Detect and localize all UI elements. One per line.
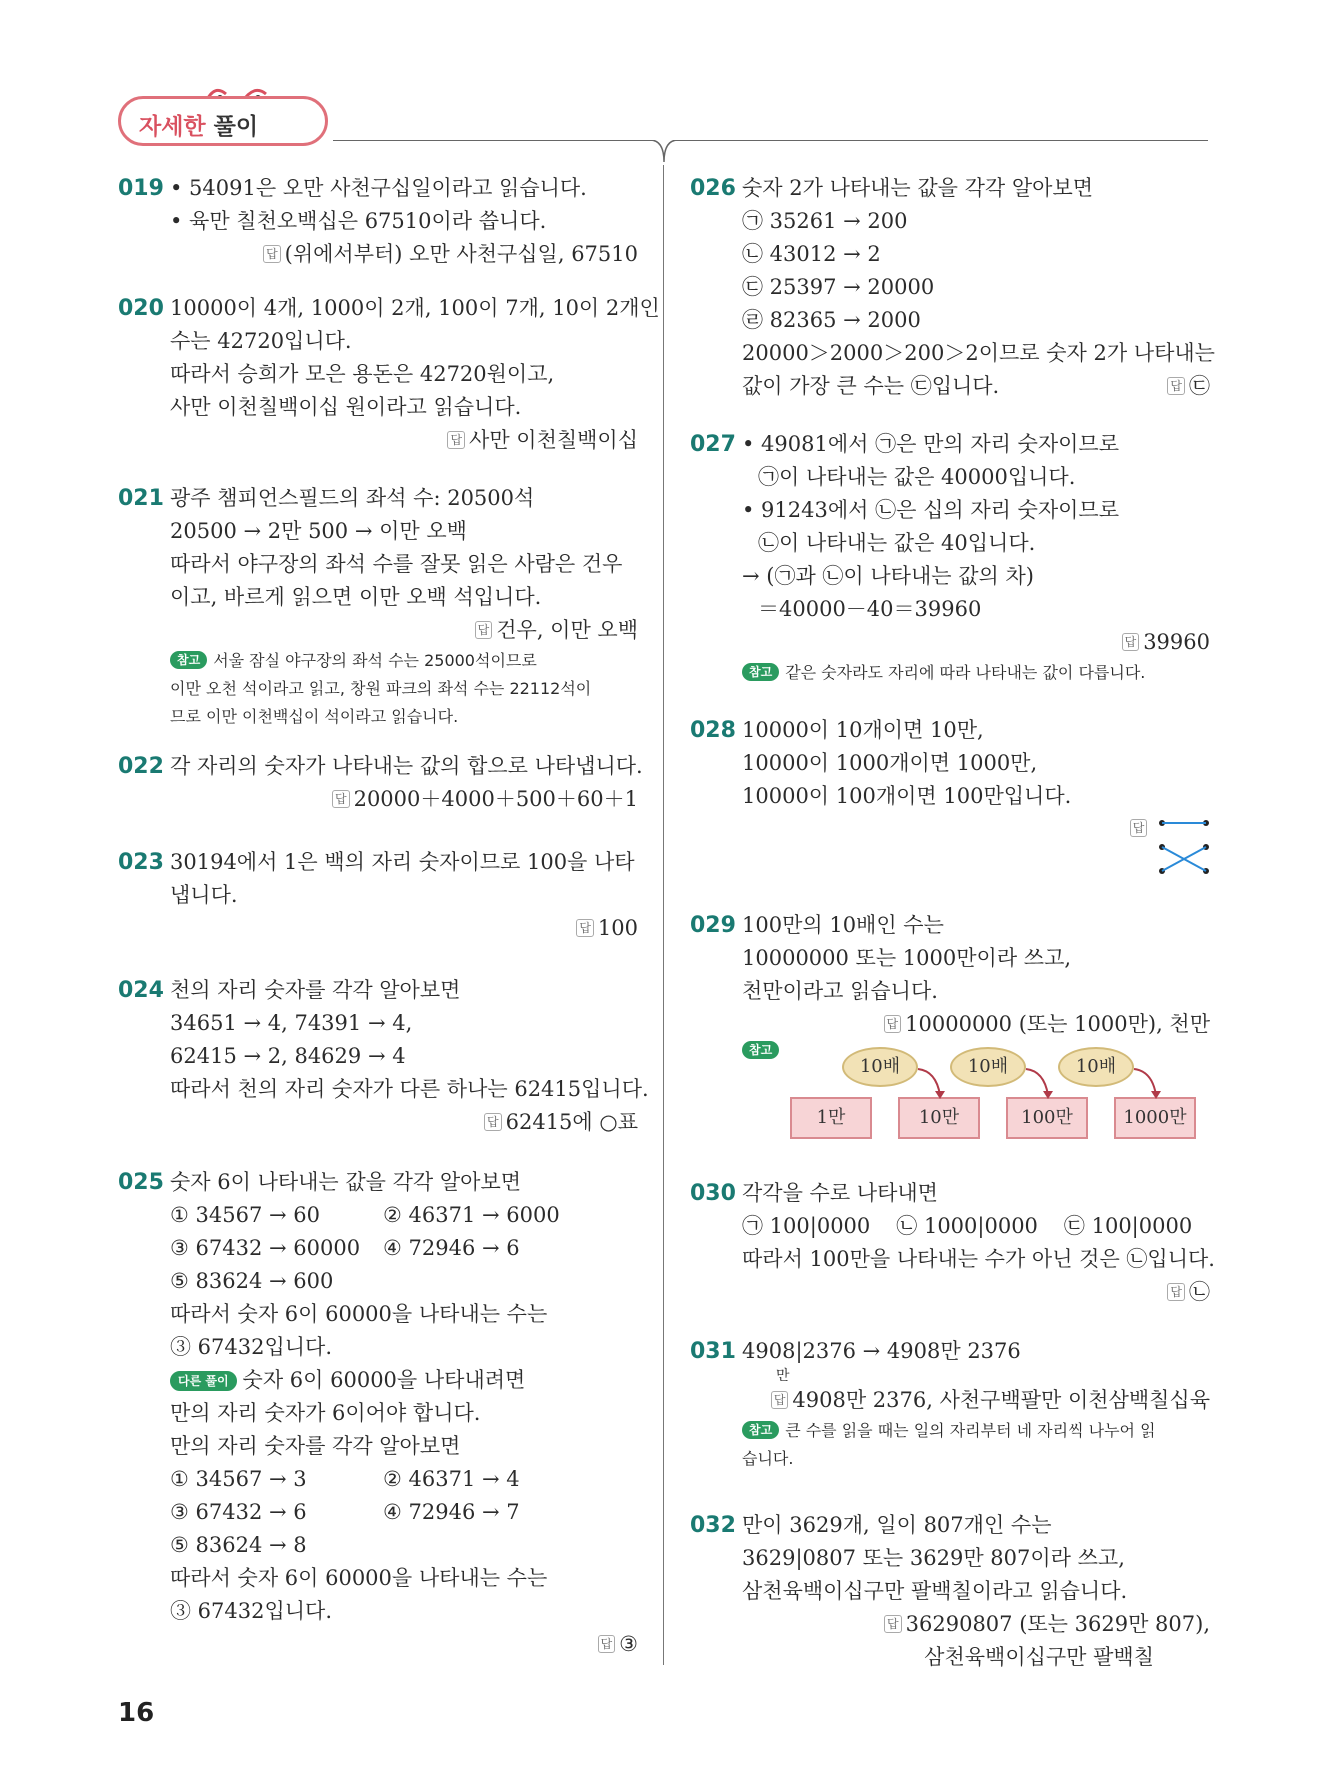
section-header [118, 82, 1208, 152]
solution-line: 숫자 2가 나타내는 값을 각각 알아보면 [742, 176, 1094, 200]
reference-note: 참고 큰 수를 읽을 때는 일의 자리부터 네 자리씩 나누어 읽 습니다. [742, 1421, 1156, 1468]
solution-line: 62415 → 2, 84629 → 4 [170, 1044, 406, 1068]
solution-line: • 54091은 오만 사천구십일이라고 읽습니다. [170, 176, 587, 200]
arrows-icon [690, 1041, 1210, 1151]
choice-row: ⑤ 83624 → 600 [170, 1269, 334, 1293]
reference-note: 참고 같은 숫자라도 자리에 따라 나타내는 값이 다릅니다. [742, 659, 1210, 687]
right-column [690, 172, 1215, 1674]
answer: 답 ㉢ [1167, 370, 1210, 403]
solution-line: 따라서 천의 자리 숫자가 다른 하나는 62415입니다. [170, 1077, 649, 1101]
solution-line: 각 자리의 숫자가 나타내는 값의 합으로 나타냅니다. [170, 754, 643, 778]
choice-row: ① 34567 → 60 ② 46371 → 6000 [170, 1203, 560, 1227]
place-box: 100만 [1006, 1097, 1088, 1139]
solution-line: 10000이 4개, 1000이 2개, 100이 7개, 10이 2개인 [170, 296, 660, 320]
matching-lines-icon [1158, 819, 1210, 877]
solution-line: 따라서 승희가 모은 용돈은 42720원이고, [170, 362, 555, 386]
problem-number: 020 [118, 296, 164, 321]
solution-line: 따라서 숫자 6이 60000을 나타내는 수는 [170, 1302, 548, 1326]
times-ten-label: 10배 [1058, 1047, 1134, 1087]
header-title: 자세한 풀이 [139, 114, 259, 140]
answer: 답 사만 이천칠백이십 [170, 424, 638, 457]
problem-number: 027 [690, 432, 736, 457]
answer: 답 [742, 819, 1210, 877]
answer: 답 (위에서부터) 오만 사천구십일, 67510 [170, 238, 638, 271]
answer: 답 4908만 2376, 사천구백팔만 이천삼백칠십육 [742, 1384, 1210, 1417]
header-notch [650, 140, 678, 162]
problem-number: 024 [118, 978, 164, 1003]
problem-number: 028 [690, 718, 736, 743]
solution-line: 수는 42720입니다. [170, 329, 352, 353]
times-ten-label: 10배 [950, 1047, 1026, 1087]
problem-027: 027 • 49081에서 ㉠은 만의 자리 숫자이므로 ㉠이 나타내는 값은 40000입니다. • 91243에서 ㉡은 십의 자리 숫자이므로 ㉡이 나타내는 값은 40입니다. → (㉠과 ㉡이 나타내는 값의 차) ＝40000－40＝39960 답 39960 참고 같은 숫자라도 자리에 따라 나타내는 값이 다릅니다. [690, 428, 1210, 714]
reference-note: 참고 서울 잠실 야구장의 좌석 수는 25000석이므로 이만 오천 석이라고 읽고, 창원 파크의 좌석 수는 22112석이 므로 이만 이천백십이 석이라고 읽습니다. [170, 651, 592, 726]
problem-number: 032 [690, 1513, 736, 1538]
problem-number: 022 [118, 754, 164, 779]
answer: 답 10000000 (또는 1000만), 천만 [742, 1008, 1210, 1041]
problem-number: 025 [118, 1170, 164, 1195]
problem-031: 031 4908|2376 → 4908만 2376 만 답 4908만 2376, 사천구백팔만 이천삼백칠십육 참고 큰 수를 읽을 때는 일의 자리부터 네 자리씩 나누어 읽 습니다. [690, 1335, 1210, 1509]
solution-line: 20000＞2000＞200＞2이므로 숫자 2가 나타내는 [742, 341, 1215, 365]
problem-023 [118, 846, 638, 974]
other-solution: 다른 풀이 숫자 6이 60000을 나타내려면 [170, 1364, 638, 1397]
answer: 답 62415에 ○표 [170, 1106, 638, 1139]
solution-line: • 육만 칠천오백십은 67510이라 씁니다. [170, 209, 547, 233]
solution-line: 천의 자리 숫자를 각각 알아보면 [170, 978, 461, 1002]
place-box: 10만 [898, 1097, 980, 1139]
problem-number: 023 [118, 850, 164, 875]
times-ten-label: 10배 [842, 1047, 918, 1087]
solution-line: 광주 챔피언스필드의 좌석 수: 20500석 [170, 486, 535, 510]
page-number: 16 [118, 1698, 155, 1728]
solution-line: 30194에서 1은 백의 자리 숫자이므로 100을 나타 [170, 850, 635, 874]
solution-line: 사만 이천칠백이십 원이라고 읽습니다. [170, 395, 522, 419]
answer-label: 답 [263, 245, 281, 263]
problem-029: 029 100만의 10배인 수는 10000000 또는 1000만이라 쓰고, 천만이라고 읽습니다. 답 10000000 (또는 1000만), 천만 참고 1만 10만 100만 1000만 10배 10배 10배 [690, 909, 1210, 1177]
solution-line: ③ 67432입니다. [170, 1335, 333, 1359]
problem-021 [118, 482, 638, 750]
problem-number: 031 [690, 1339, 736, 1364]
problem-019 [118, 172, 638, 284]
other-solution-tag: 다른 풀이 [170, 1371, 237, 1391]
answer: 답 ③ [170, 1628, 638, 1661]
answer: 답 20000＋4000＋500＋60＋1 [170, 783, 638, 816]
problem-number: 019 [118, 176, 164, 201]
problem-number: 026 [690, 176, 736, 201]
solution-line: 따라서 숫자 6이 60000을 나타내는 수는 [170, 1566, 548, 1590]
problem-024 [118, 974, 649, 1166]
problem-022 [118, 750, 643, 846]
problem-030: 030 각각을 수로 나타내면 ㉠ 100|0000 ㉡ 1000|0000 ㉢ 100|0000 따라서 100만을 나타내는 수가 아닌 것은 ㉡입니다. 답 ㉡ [690, 1177, 1210, 1335]
problem-032: 032 만이 3629개, 일이 807개인 수는 3629|0807 또는 3629만 807이라 쓰고, 삼천육백이십구만 팔백칠이라고 읽습니다. 답 36290807 (또는 3629만 807), 삼천육백이십구만 팔백칠 [690, 1509, 1210, 1674]
left-column [118, 172, 660, 1661]
problem-number: 021 [118, 486, 164, 511]
solution-line: 이고, 바르게 읽으면 이만 오백 석입니다. [170, 585, 542, 609]
tenfold-diagram [690, 1041, 1210, 1151]
solution-line: 20500 → 2만 500 → 이만 오백 [170, 519, 467, 543]
solution-line: 숫자 6이 나타내는 값을 각각 알아보면 [170, 1170, 522, 1194]
choice-row: ⑤ 83624 → 8 [170, 1533, 307, 1557]
note-tag: 참고 [170, 651, 207, 669]
answer: 답 ㉡ [742, 1276, 1210, 1309]
answer: 답 100 [170, 912, 638, 945]
header-rule [333, 140, 1208, 141]
problem-number: 030 [690, 1181, 736, 1206]
note-tag: 참고 [742, 1041, 779, 1059]
problem-028: 028 10000이 10개이면 10만, 10000이 1000개이면 1000만, 10000이 100개이면 100만입니다. 답 [690, 714, 1210, 909]
solution-line: 34651 → 4, 74391 → 4, [170, 1011, 413, 1035]
choice-row: ① 34567 → 3 ② 46371 → 4 [170, 1467, 520, 1491]
header-pill [118, 96, 328, 146]
answer: 답 건우, 이만 오백 [170, 614, 638, 647]
choice-row: ③ 67432 → 60000 ④ 72946 → 6 [170, 1236, 520, 1260]
place-box: 1만 [790, 1097, 872, 1139]
choice-row: ③ 67432 → 6 ④ 72946 → 7 [170, 1500, 520, 1524]
problem-025: 025 숫자 6이 나타내는 값을 각각 알아보면 ① 34567 → 60 ② 46371 → 6000 ③ 67432 → 60000 ④ 72946 → 6 ⑤ 83624 → 600 따라서 숫자 6이 60000을 나타내는 수는 ③ 67432입니다. 다른 풀이 숫자 6이 60000을 나타내려면 만의 자리 숫자가 6이어야 합니다. 만의 자리 숫자를 각각 알아보면 ① 34567 → 3 ② 46371 → 4 ③ 67432 → 6 ④ 72946 → 7 ⑤ 83624 → 8 따라서 숫자 6이 60000을 나타내는 수는 ③ 67432입니다. 답 ③ [118, 1166, 638, 1661]
answer-continued: 삼천육백이십구만 팔백칠 [924, 1645, 1154, 1669]
place-box: 1000만 [1114, 1097, 1196, 1139]
column-divider [663, 165, 664, 1665]
problem-026: 026 숫자 2가 나타내는 값을 각각 알아보면 ㉠ 35261 → 200 ㉡ 43012 → 2 ㉢ 25397 → 20000 ㉣ 82365 → 2000 20000＞2000＞200＞2이므로 숫자 2가 나타내는 값이 가장 큰 수는 ㉢입니다. 답 ㉢ [690, 172, 1210, 428]
answer: 답 36290807 (또는 3629만 807), [742, 1608, 1210, 1641]
answer: 답 39960 [742, 626, 1210, 659]
solution-line: 따라서 야구장의 좌석 수를 잘못 읽은 사람은 건우 [170, 552, 623, 576]
problem-020 [118, 292, 660, 482]
solution-line: 냅니다. [170, 883, 238, 907]
solution-line: ③ 67432입니다. [170, 1599, 333, 1623]
problem-number: 029 [690, 913, 736, 938]
